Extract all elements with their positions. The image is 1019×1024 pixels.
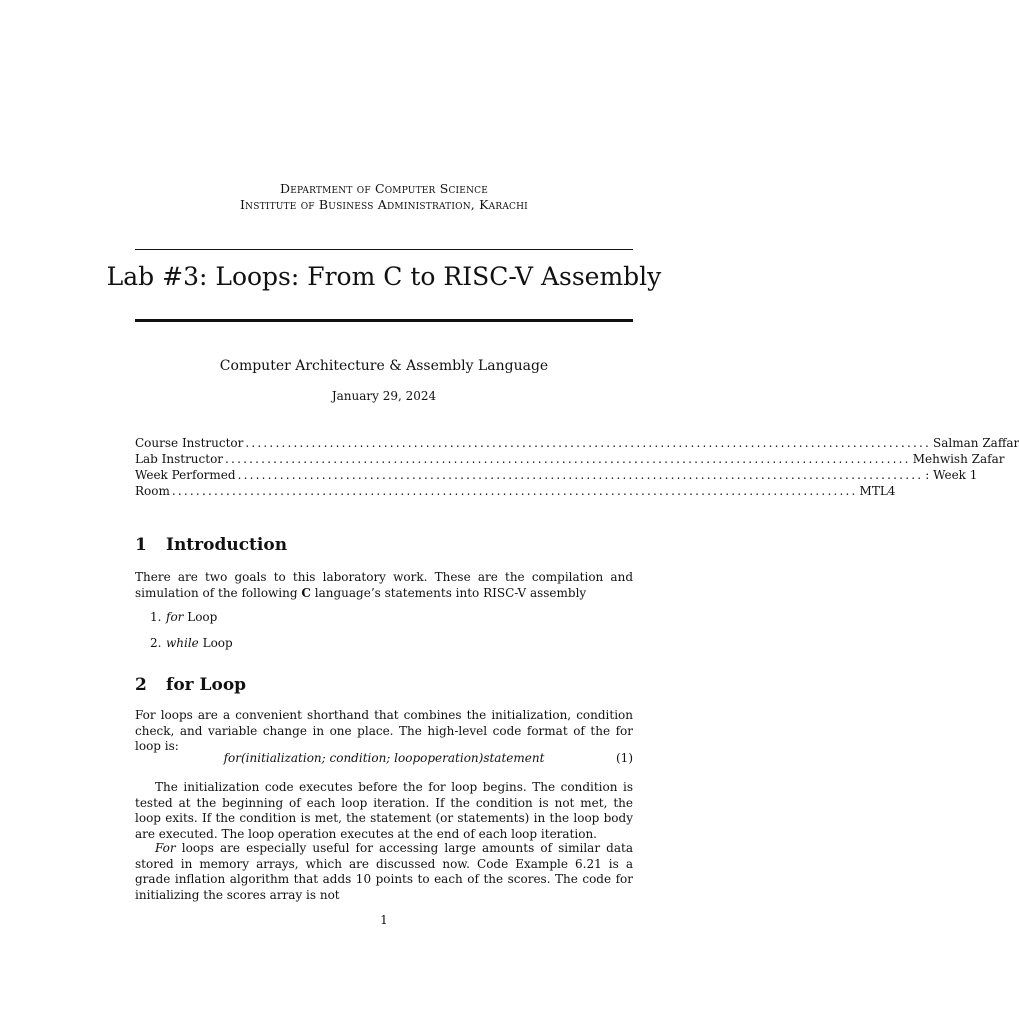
page-number: 1 <box>380 913 388 927</box>
c-language-bold: C <box>301 585 311 600</box>
list-number: 2. <box>150 636 162 650</box>
info-row-room <box>135 484 896 500</box>
info-value: : Week 1 <box>925 468 978 482</box>
info-row-week-performed <box>135 468 978 484</box>
section-heading-for-loop <box>135 675 246 695</box>
list-text: Loop <box>198 636 233 650</box>
intro-text-end: language’s statements into RISC-V assembly <box>310 585 587 600</box>
title-bottom-rule <box>135 319 633 322</box>
for-loop-intro-paragraph: For loops are a convenient shorthand that combines the initialization, condition check, and variable change in one place. The high-level code format of the for loop is: <box>135 708 633 753</box>
info-row-course-instructor <box>135 436 1019 452</box>
info-label: Week Performed <box>135 468 236 482</box>
leader-dots: .................................................................................................................. <box>171 484 858 498</box>
leader-dots: .................................................................................................................. <box>225 452 911 466</box>
initialization-paragraph: The initialization code executes before the for loop begins. The condition is tested at the beginning of each loop iteration. If the condition is not met, the loop exits. If the condition is met, the statement (or statements) in the loop body are executed. The loop operation executes at the end of each loop iteration. <box>135 780 633 841</box>
equation-number: (1) <box>616 751 633 765</box>
info-label: Course Instructor <box>135 436 244 450</box>
list-keyword: while <box>166 636 199 650</box>
document-date: January 29, 2024 <box>331 389 437 403</box>
intro-text: There are two goals to this laboratory work. These are the compilation and simulation of the following <box>135 570 633 600</box>
intro-paragraph <box>135 570 633 601</box>
section-number: 2 <box>135 675 147 695</box>
info-value: Salman Zaffar <box>933 436 1019 450</box>
list-keyword: for <box>166 610 184 624</box>
info-row-lab-instructor <box>135 452 1005 468</box>
info-label: Room <box>135 484 170 498</box>
for-keyword: For <box>155 841 176 855</box>
info-value: MTL4 <box>859 484 896 498</box>
equation-expression: for(initialization; condition; loopoperation)statement <box>223 751 545 765</box>
info-value: Mehwish Zafar <box>912 452 1005 466</box>
document-title: Lab #3: Loops: From C to RISC-V Assembly <box>106 262 662 291</box>
title-top-rule <box>135 249 633 250</box>
arrays-paragraph <box>135 841 633 903</box>
list-item <box>150 610 217 624</box>
leader-dots: .................................................................................................................. <box>245 436 932 450</box>
course-name: Computer Architecture & Assembly Language <box>219 358 549 374</box>
section-number: 1 <box>135 535 147 555</box>
department-name: Department of Computer Science <box>279 181 489 196</box>
list-text: Loop <box>183 610 218 624</box>
leader-dots: .................................................................................................................. <box>237 468 924 482</box>
list-number: 1. <box>150 610 162 624</box>
list-item <box>150 636 233 650</box>
info-label: Lab Instructor <box>135 452 224 466</box>
arrays-text: loops are especially useful for accessing large amounts of similar data stored in memory arrays, which are discussed now. Code Example 6.21 is a grade inflation algorithm that adds 10 points to each of the scores. The code for initializing the scores array is not <box>135 841 633 902</box>
section-heading-introduction <box>135 535 287 555</box>
section-title: Introduction <box>166 535 288 555</box>
institute-name: Institute of Business Administration, Karachi <box>240 197 528 212</box>
section-title: for Loop <box>166 675 247 695</box>
